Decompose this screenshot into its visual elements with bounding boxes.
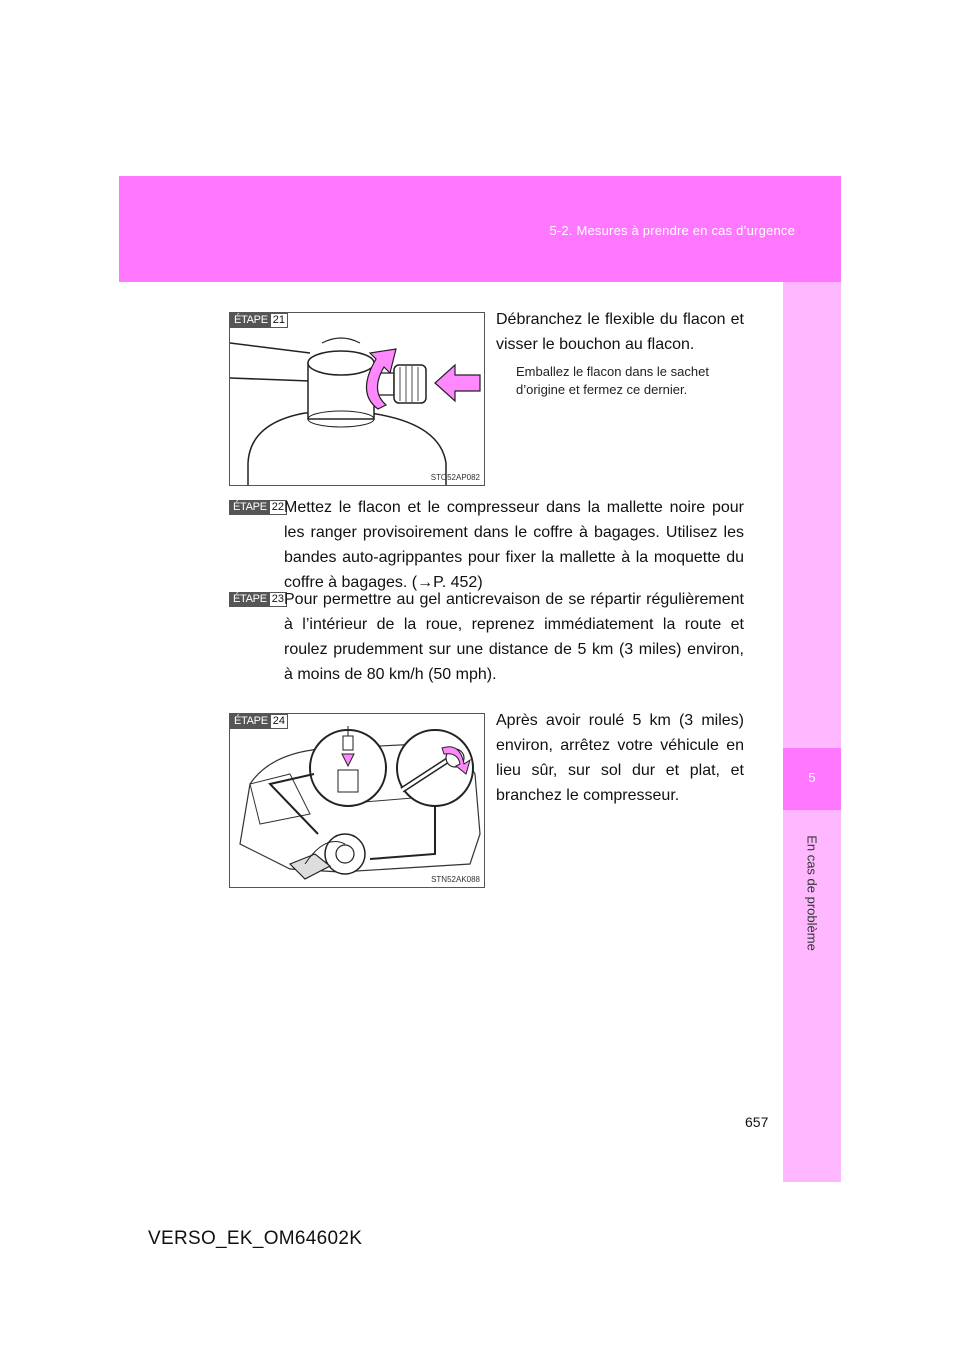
figure-code: STN52AK088 [431, 875, 480, 884]
step-label: ÉTAPE [229, 592, 270, 607]
step-number: 23 [269, 592, 287, 607]
step-24-text: Après avoir roulé 5 km (3 miles) environ, arrêtez votre véhicule en lieu sûr, sur sol dur et plat, et branchez le compresseur. [496, 712, 744, 804]
step-marker-23 [229, 592, 287, 607]
section-title: 5-2. Mesures à prendre en cas d’urgence [549, 223, 795, 238]
step-22-text: Mettez le flacon et le compresseur dans la mallette noire pour les ranger provisoirement dans le coffre à bagages. Utilisez les bandes auto-agrippantes pour fixer la mallette à la moquette du coffre à bagages. (→P. 452) [284, 499, 744, 591]
chapter-number-tab [783, 748, 841, 810]
step-number: 22 [269, 500, 287, 515]
bottle-cap-illustration [230, 313, 484, 485]
step-marker-24 [230, 714, 288, 729]
chapter-side-tab [783, 282, 841, 1182]
step-number: 24 [270, 714, 288, 729]
page-number: 657 [745, 1114, 769, 1130]
figure-code: STO52AP082 [430, 473, 480, 482]
figure-step-24 [229, 713, 485, 888]
step-23-text: Pour permettre au gel anticrevaison de se répartir régulièrement à l’intérieur de la roue, reprenez immédiatement la route et roulez prudemment sur une distance de 5 km (3 miles) environ, à moins de 80 km/h (50 mph). [284, 591, 744, 683]
step-21-note: Emballez le flacon dans le sachet d’origine et fermez ce dernier. [516, 364, 709, 397]
car-compressor-illustration [230, 714, 484, 887]
step-21-text: Débranchez le flexible du flacon et visser le bouchon au flacon. [496, 311, 744, 353]
chapter-title: En cas de problème [804, 835, 820, 951]
figure-step-21 [229, 312, 485, 486]
step-number: 21 [270, 313, 288, 328]
document-id: VERSO_EK_OM64602K [148, 1228, 363, 1249]
chapter-number: 5 [808, 770, 816, 785]
step-label: ÉTAPE [230, 313, 271, 328]
step-label: ÉTAPE [230, 714, 271, 729]
step-marker-21 [230, 313, 288, 328]
step-marker-22 [229, 500, 287, 515]
section-header-band [119, 176, 841, 282]
step-label: ÉTAPE [229, 500, 270, 515]
